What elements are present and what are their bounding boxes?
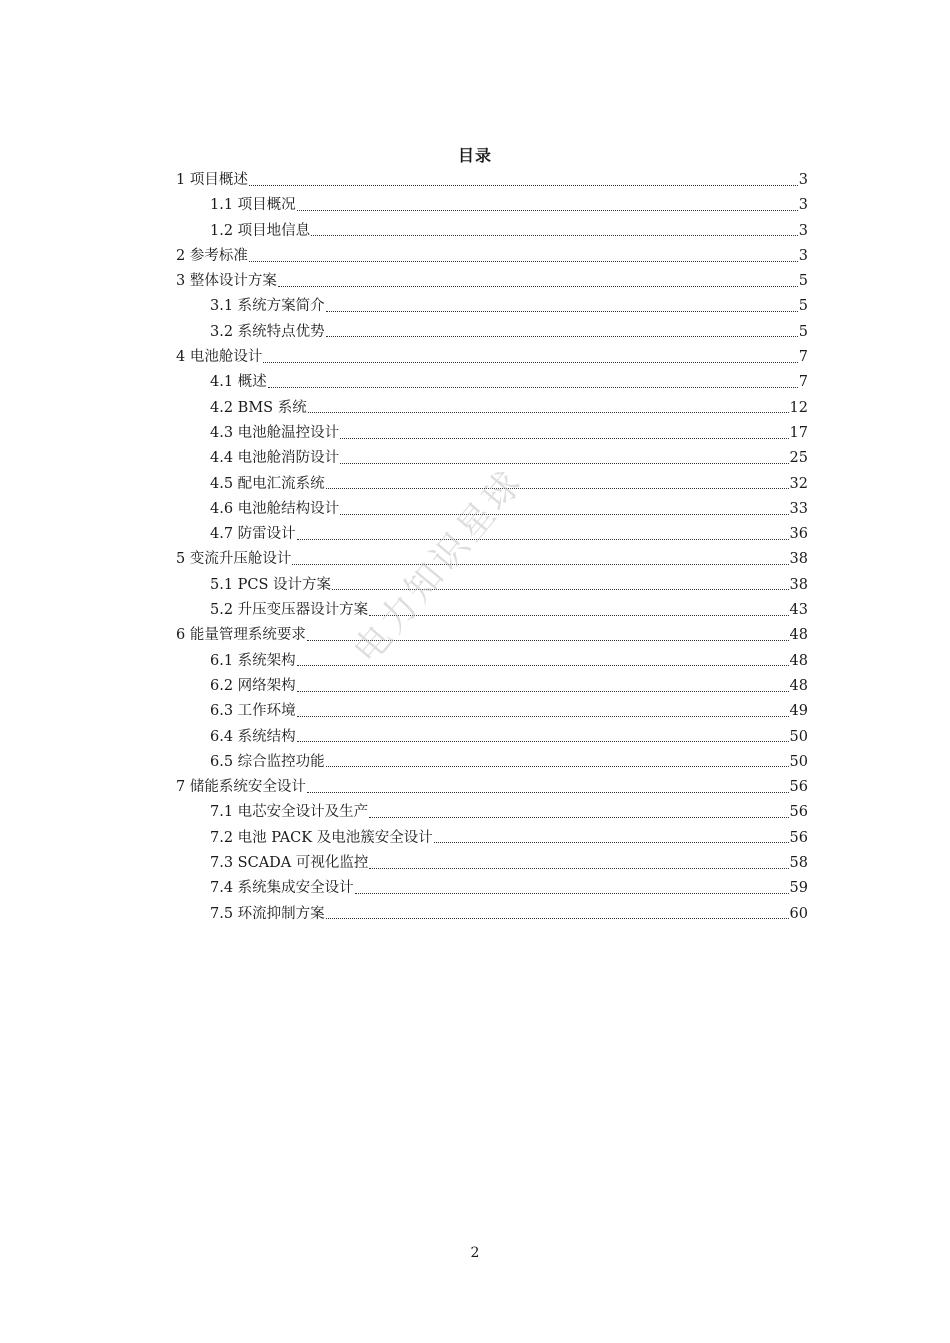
toc-entry-label: 3 整体设计方案 [176,273,277,290]
toc-dot-leader [355,892,789,894]
toc-entry-page: 5 [798,323,808,340]
toc-entry-page: 25 [789,450,808,467]
toc-entry[interactable] [176,775,808,800]
toc-entry-page: 36 [789,526,808,543]
toc-dot-leader [297,690,789,692]
toc-entry-label: 6.5 综合监控功能 [210,753,325,770]
toc-entry[interactable] [176,725,808,750]
toc-entry[interactable] [176,269,808,294]
toc-entry[interactable] [176,370,808,395]
toc-entry-page: 49 [789,703,808,720]
toc-entry[interactable] [176,876,808,901]
toc-entry-label: 6.4 系统结构 [210,728,296,745]
toc-entry-page: 48 [789,652,808,669]
toc-entry-label: 4.7 防雷设计 [210,526,296,543]
toc-entry-page: 32 [789,475,808,492]
toc-entry-label: 4.3 电池舱温控设计 [210,424,340,441]
toc-entry-page: 5 [798,298,808,315]
toc-entry-page: 12 [789,399,808,416]
toc-entry-label: 1.1 项目概况 [210,197,296,214]
toc-entry[interactable] [176,294,808,319]
toc-dot-leader [307,639,789,641]
toc-entry-label: 5.2 升压变压器设计方案 [210,602,369,619]
toc-entry-label: 6.3 工作环境 [210,703,296,720]
toc-dot-leader [297,715,789,717]
toc-entry-label: 6 能量管理系统要求 [176,627,306,644]
toc-dot-leader [326,765,789,767]
toc-entry[interactable] [176,598,808,623]
toc-entry-page: 38 [789,576,808,593]
toc-entry-label: 4.1 概述 [210,374,267,391]
toc-entry-label: 6.1 系统架构 [210,652,296,669]
toc-title: 目录 [457,146,492,165]
toc-entry-page: 58 [789,855,808,872]
toc-entry-page: 33 [789,500,808,517]
toc-dot-leader [249,260,798,262]
toc-entry[interactable] [176,446,808,471]
toc-dot-leader [326,487,789,489]
toc-entry[interactable] [176,193,808,218]
toc-entry[interactable] [176,320,808,345]
toc-entry-page: 60 [789,905,808,922]
toc-entry-label: 5.1 PCS 设计方案 [210,576,332,593]
toc-entry-label: 7.3 SCADA 可视化监控 [210,855,369,872]
toc-entry-page: 59 [789,880,808,897]
toc-entry-label: 4.2 BMS 系统 [210,399,307,416]
toc-dot-leader [263,361,797,363]
toc-entry-page: 3 [798,247,808,264]
toc-entry[interactable] [176,168,808,193]
toc-dot-leader [278,285,798,287]
watermark: 电力知识星球 [346,461,532,672]
toc-dot-leader [297,209,798,211]
toc-entry-label: 4.6 电池舱结构设计 [210,500,340,517]
toc-entry-page: 48 [789,677,808,694]
toc-entry[interactable] [176,219,808,244]
toc-entry[interactable] [176,851,808,876]
toc-dot-leader [308,411,789,413]
toc-entry[interactable] [176,472,808,497]
toc-entry-label: 1.2 项目地信息 [210,222,311,239]
toc-entry[interactable] [176,345,808,370]
toc-entry[interactable] [176,800,808,825]
toc-entry-page: 5 [798,273,808,290]
toc-entry[interactable] [176,421,808,446]
toc-entry-label: 4 电池舱设计 [176,349,263,366]
toc-entry-label: 7.4 系统集成安全设计 [210,880,354,897]
toc-entry-page: 3 [798,222,808,239]
toc-entry-page: 43 [789,602,808,619]
toc-entry-page: 7 [798,374,808,391]
toc-dot-leader [326,335,798,337]
toc-entry-page: 50 [789,728,808,745]
toc-dot-leader [297,538,789,540]
toc-entry-page: 56 [789,779,808,796]
toc-entry-page: 56 [789,829,808,846]
toc-dot-leader [369,816,788,818]
toc-entry[interactable] [176,573,808,598]
toc-dot-leader [292,563,788,565]
toc-entry-label: 6.2 网络架构 [210,677,296,694]
toc-entry[interactable] [176,522,808,547]
toc-entry-label: 1 项目概述 [176,172,248,188]
toc-entry[interactable] [176,902,808,927]
toc-entry-label: 7.1 电芯安全设计及生产 [210,804,369,821]
toc-dot-leader [311,234,798,236]
toc-dot-leader [249,184,798,186]
toc-dot-leader [340,462,788,464]
toc-dot-leader [326,917,789,919]
toc-entry-label: 5 变流升压舱设计 [176,551,292,568]
page-number: 2 [470,1245,480,1261]
toc-entry-page: 56 [789,804,808,821]
toc-entry[interactable] [176,547,808,572]
toc-entry[interactable] [176,674,808,699]
toc-entry-page: 3 [798,172,808,188]
toc-entry[interactable] [176,649,808,674]
toc-entry-label: 7.2 电池 PACK 及电池簇安全设计 [210,829,433,846]
toc-entry[interactable] [176,623,808,648]
toc-entry-label: 4.5 配电汇流系统 [210,475,325,492]
toc-entry-page: 48 [789,627,808,644]
toc-dot-leader [340,437,788,439]
toc-entry-label: 7 储能系统安全设计 [176,779,306,796]
toc-dot-leader [268,386,798,388]
toc-entry-label: 7.5 环流抑制方案 [210,905,325,922]
toc-entry-page: 7 [798,349,808,366]
toc-dot-leader [434,841,789,843]
toc-entry[interactable] [176,497,808,522]
toc-entry-label: 3.2 系统特点优势 [210,323,325,340]
toc-dot-leader [369,614,788,616]
toc-entry[interactable] [176,396,808,421]
toc-entry[interactable] [176,699,808,724]
toc-dot-leader [297,740,789,742]
toc-entry-page: 38 [789,551,808,568]
toc-dot-leader [307,791,789,793]
toc-dot-leader [340,513,788,515]
toc-entry-label: 3.1 系统方案简介 [210,298,325,315]
table-of-contents [176,168,808,927]
toc-dot-leader [297,664,789,666]
toc-dot-leader [369,867,788,869]
toc-entry-label: 2 参考标准 [176,247,248,264]
toc-dot-leader [326,310,798,312]
toc-entry-page: 17 [789,424,808,441]
toc-entry-label: 4.4 电池舱消防设计 [210,450,340,467]
toc-entry-page: 50 [789,753,808,770]
toc-entry[interactable] [176,750,808,775]
toc-dot-leader [332,588,788,590]
toc-entry[interactable] [176,244,808,269]
toc-entry-page: 3 [798,197,808,214]
toc-entry[interactable] [176,826,808,851]
